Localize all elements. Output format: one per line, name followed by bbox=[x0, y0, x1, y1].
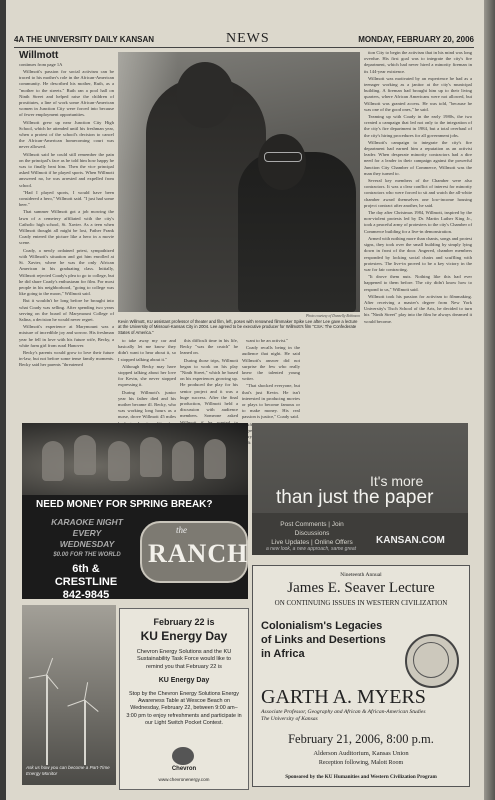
paragraph: Teaming up with Coady in the early 1980s, the two created a campaign that led not only to the integration of the city's fire department in 1984, but a total overhaul of the city's hiring procedures for all government jobs. bbox=[364, 114, 472, 138]
paragraph: to take away my car and basically let me know they didn't want to hear about it, so I stopped talking about it." bbox=[118, 338, 176, 362]
issue-date: MONDAY, FEBRUARY 20, 2006 bbox=[358, 35, 474, 44]
lecture-venue: Alderson Auditorium, Kansas Union bbox=[313, 750, 409, 757]
wind-turbine-icon bbox=[84, 700, 86, 765]
lecture-speaker-role: Associate Professor, Geography and African & African-American Studies bbox=[261, 709, 426, 715]
article-column-4 bbox=[242, 338, 300, 433]
energy-day-title: KU Energy Day bbox=[140, 629, 228, 643]
newspaper-page bbox=[6, 0, 484, 800]
continued-line: continues from page 1A bbox=[19, 62, 63, 67]
ranch-promo-lines: KARAOKE NIGHT EVERY WEDNESDAY $0.00 FOR THE WORLD bbox=[51, 517, 123, 558]
kansan-ad-links: Post Comments | Join Discussions Live Updates | Online Offers bbox=[271, 521, 353, 546]
paragraph: Willmott grew up near Junction City High School, which he attended until his freshman year, when a protest of the school's decision to cancel the African-American homecoming court was never allowed. bbox=[19, 119, 114, 150]
article-column-1 bbox=[19, 69, 114, 419]
ranch-logo: the RANCH bbox=[140, 521, 248, 583]
paragraph: Coady, a newly ordained priest, sympathized with Willmott's situation and got him enrolled at St. Xavier, where he was the only African American in his graduating class. Initially, Willmott rejected Coady's plea to go to college, but he did share Coady's enthusiasm for film. For most people in his neighborhood, "going to college was like going to the moon," Willmott said. bbox=[19, 247, 114, 297]
article-photo bbox=[118, 52, 360, 312]
ranch-advertisement bbox=[22, 423, 248, 599]
paragraph: Armed with nothing more than chants, songs and protest signs, they took over the small building by simply lying down in front of the door. Angered, chamber members responded by locking social chairs and scuffling with protesters. The live-in proved to be a key victory in the war for fair contracting. bbox=[364, 235, 472, 272]
paragraph: Willmott took his passion for activism to filmmaking. After receiving a master's degree from New York University's Tisch School of the Arts, he decided to turn his "Ninth Street" play into the film he always dreamed it would become. bbox=[364, 293, 472, 324]
kansan-ad-line-2: than just the paper bbox=[276, 487, 434, 508]
energy-day-body-title: KU Energy Day bbox=[158, 677, 210, 684]
chevron-logo-icon bbox=[172, 747, 194, 765]
page-fold-shadow bbox=[484, 0, 495, 800]
ranch-headline: NEED MONEY FOR SPRING BREAK? bbox=[36, 499, 213, 510]
energy-day-body-1: Chevron Energy Solutions and the KU Sustainability Task Force would like to remind you that February 22 is bbox=[136, 649, 232, 670]
seaver-lecture-advertisement bbox=[252, 565, 470, 787]
photo-credit: Photo courtesy of Donnelly Robinson bbox=[306, 314, 360, 318]
lecture-datetime: February 21, 2006, 8:00 p.m. bbox=[288, 732, 434, 746]
paragraph: "Had I played sports, I would have been considered a hero," Willmott said. "I just had some beer." bbox=[19, 189, 114, 208]
paragraph: tion City to begin the activism that in his mind was long overdue. His first goal was to integrate the city's fire department, which had never hired a minority fireman in its 144-year existence. bbox=[364, 50, 472, 74]
paragraph: Several key members of the Chamber were also contractors. It was a clear conflict of interest for minority contractors who were forced to sit and watch the all-white chamber award themselves one low-income housing project contract after another, he said. bbox=[364, 178, 472, 208]
chevron-url: www.chevronenergy.com bbox=[158, 777, 210, 782]
glasses-icon bbox=[264, 152, 302, 162]
article-headline: Willmott bbox=[19, 50, 59, 61]
ranch-address: 6th & CRESTLINE 842-9845 bbox=[54, 563, 118, 601]
paragraph: this difficult time in his life, Becky "was the crutch" he leaned on. bbox=[180, 338, 238, 356]
paragraph: want to be an activist." bbox=[246, 338, 289, 343]
paragraph: During those trips, Willmott began to work on his play "Ninth Street," which he based on his experiences growing up. He produced the play for his senior project and it was a huge success. After the final production, Willmott held a discussion with audience members. Someone asked bbox=[180, 357, 238, 419]
lecture-topic-1: Colonialism's Legacies bbox=[261, 620, 383, 632]
lecture-topic-3: in Africa bbox=[261, 648, 305, 660]
lecture-institution: The University of Kansas bbox=[261, 716, 318, 722]
kansan-brand: KANSAN.COM bbox=[376, 535, 445, 546]
article-column-5 bbox=[364, 50, 472, 418]
paragraph: Becky's parents would grow to love their future in-law, but not before some tense family moments. Becky said her parents "threatened bbox=[19, 349, 114, 368]
paragraph: "It drove them nuts. Nothing like this had ever happened to them before. The city didn't know how to respond to us," Willmott said. bbox=[364, 274, 472, 292]
lecture-sponsor: Sponsored by the KU Humanities and Western Civilization Program bbox=[285, 774, 437, 780]
page-label: 4A THE UNIVERSITY DAILY KANSAN bbox=[14, 35, 155, 44]
paragraph: Willmott's campaign to integrate the city's fire department had earned him a reputation as an activist leader. When desperate minority contractors had a dire need for a leader in their campaign against the powerful Junction City Chamber of Commerce, Willmott was the man they turned to. bbox=[364, 139, 472, 176]
paragraph: Willmott was motivated by an experience he had as a teenager working as a janitor at the city's municipal building. A fireman had brought him up to their living quarters, where African Americans were not allowed, but Willmott was granted access. He was told, "because he was one of the good ones," he said. bbox=[364, 75, 472, 112]
page-header bbox=[14, 33, 474, 48]
paragraph: Willmott said he could still remember the pain on the principal's face as he told him how happy he was to finally beat him. Then the vice principal asked Willmott if he played sports. When Willmott answered no, he was arrested and expelled from school. bbox=[19, 151, 114, 188]
energy-day-advertisement bbox=[119, 608, 249, 790]
lecture-topic-2: of Links and Desertions bbox=[261, 634, 386, 646]
section-name: NEWS bbox=[226, 31, 270, 46]
energy-day-body-2: Stop by the Chevron Energy Solutions Energy Awareness Table at Wescoe Beach on Wednesday, February 22, between 9:00 am–3:00 pm to enjoy refreshments and participate in our Light Switch Pocket Contest. bbox=[126, 691, 242, 726]
paragraph: The day after Christmas 1984, Willmott, inspired by the non-violent protests led by Dr. Martin Luther King Jr., took a peaceful army of protesters to the city's Chamber of Commerce building for a live-in demonstration. bbox=[364, 210, 472, 234]
wind-turbine-icon bbox=[46, 675, 48, 765]
lecture-subtitle: ON CONTINUING ISSUES IN WESTERN CIVILIZATION bbox=[274, 599, 448, 607]
kansan-ad-line-1: It's more bbox=[370, 473, 424, 489]
lecture-reception: Reception following, Malott Room bbox=[318, 760, 404, 766]
paragraph: "That shocked everyone, but that's just Kevin. He isn't interested in producing movies or plays to become famous or to make money. His real passion is justice," Coady said. bbox=[242, 383, 300, 420]
article-column-2 bbox=[118, 338, 176, 420]
kansan-advertisement bbox=[252, 423, 468, 555]
lecture-speaker: GARTH A. MYERS bbox=[261, 686, 426, 708]
lecture-annual: Nineteenth Annual bbox=[340, 572, 382, 578]
paragraph: During Willmott's junior year his father died and his mother became ill. Becky, who was working long hours as a nurse, drove Willmott 45 miles bbox=[118, 389, 176, 420]
paragraph: That summer Willmott got a job mowing the lawn of a cemetery affiliated with the city's Catholic high school, St. Xavier. As a teen when Willmott thought all might be lost, Father Frank Coady entered the picture like a hero in a movie scene. bbox=[19, 209, 114, 246]
paragraph: But it wouldn't be long before he brought into what Coady was selling. After spending two years serving on the board of Marymount College of Salina, a decision he would never regret. bbox=[19, 298, 114, 322]
kansan-tagline: a new look, a new approach, same great bbox=[266, 546, 357, 552]
paragraph: Although Becky may have stopped talking about her love for Kevin, she never stopped expressing it. bbox=[118, 363, 176, 388]
paragraph: Coady recalls being in the audience that night. He said Willmott's answer did not surprise the few who really knew the talented young writer. bbox=[242, 345, 300, 382]
lecture-title: James E. Seaver Lecture bbox=[287, 580, 435, 596]
crowd-photo bbox=[22, 423, 248, 495]
article-column-3 bbox=[180, 338, 238, 420]
paragraph: Willmott's experience at Marymount was a mixture of incredible joy and sorrow. His freshman year he fell in love with his future wife, Becky, a white farm girl from rural Hanover. bbox=[19, 324, 114, 348]
paragraph: After degree bbox=[242, 421, 256, 433]
paragraph: Willmott's passion for social activism can be traced to his mother's role in the African-American community. He described his mother, Ruth, as a "mother to the streets." Ruth ran a pool hall on Ninth Street and helped raise the children of prostitutes, a line of work some African-American women in Junction City were forced into because of fewer employment opportunities. bbox=[19, 69, 114, 118]
photo-caption: Kevin Willmott, KU assistant professor of theater and film, left, poses with renowned filmmaker Spike Lee after Lee gave a lecture at the University of Missouri-Kansas City in 2004. Lee agreed to be executive producer for Willmott's film "CSA: The Confederate States of America." bbox=[118, 319, 358, 335]
energy-day-date: February 22 is bbox=[153, 617, 215, 627]
turbine-advertisement bbox=[22, 605, 116, 785]
turbine-ad-text: Ask us how you can become a Part-Time Energy Monitor bbox=[26, 765, 110, 776]
chevron-brand: Chevron bbox=[171, 766, 197, 772]
